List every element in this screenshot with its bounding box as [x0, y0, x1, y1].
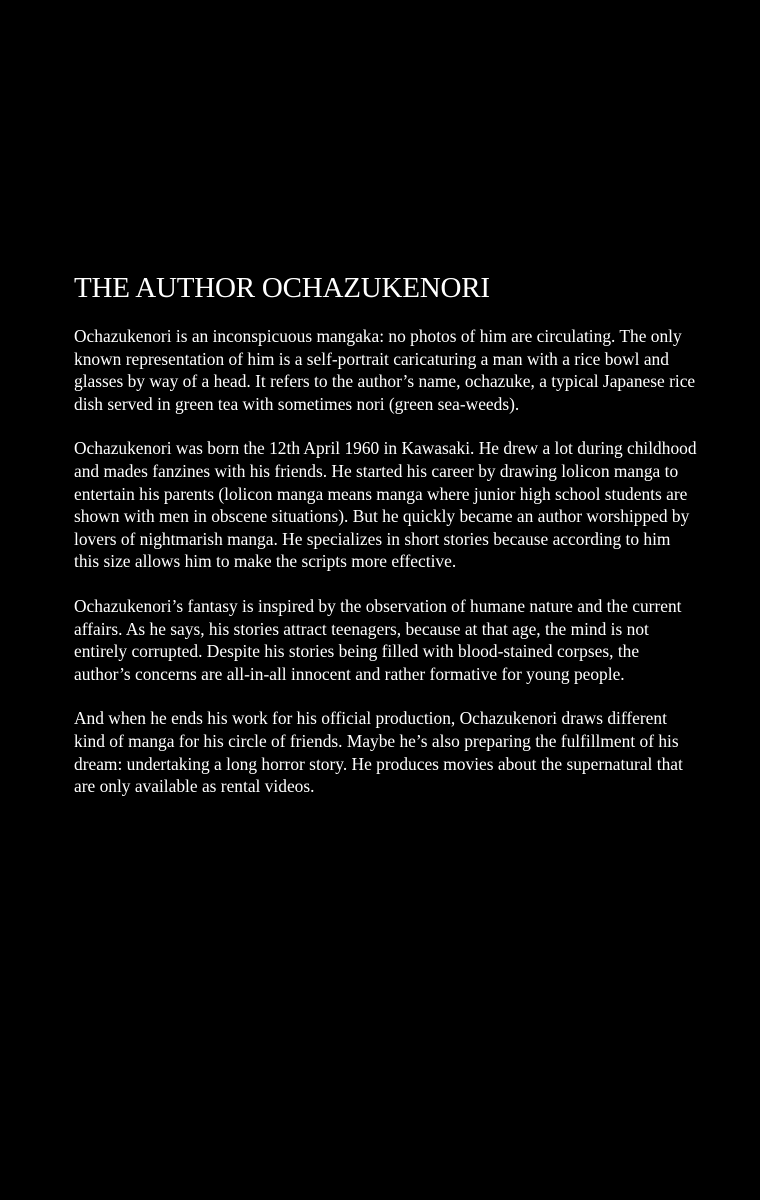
- article-title: THE AUTHOR OCHAZUKENORI: [74, 272, 490, 304]
- paragraph-other-work: And when he ends his work for his official production, Ochazukenori draws different kind of manga for his circle of friends. Maybe he’s also preparing the fulfillment of his dream: undertaking a long horror story. He produces movies about the supernatural that are only available as rental videos.: [74, 708, 683, 797]
- paragraph-inspiration: Ochazukenori’s fantasy is inspired by the observation of humane nature and the current affairs. As he says, his stories attract teenagers, because at that age, the mind is not entirely corrupted. Despite his stories being filled with blood-stained corpses, the author’s concerns are all-in-all innocent and rather formative for young people.: [74, 595, 682, 684]
- paragraph-author-intro: Ochazukenori is an inconspicuous mangaka: no photos of him are circulating. The only known representation of him is a self-portrait caricaturing a man with a rice bowl and glasses by way of a head. It refers to the author’s name, ochazuke, a typical Japanese rice dish served in green tea with sometimes nori (green sea-weeds).: [74, 326, 696, 414]
- article: [74, 270, 699, 820]
- paragraph-biography: Ochazukenori was born the 12th April 1960 in Kawasaki. He drew a lot during childhood and mades fanzines with his friends. He started his career by drawing lolicon manga to entertain his parents (lolicon manga means manga where junior high school students are shown with men in obscene situations). But he quickly became an author worshipped by lovers of nightmarish manga. He specializes in short stories because according to him this size allows him to make the scripts more effective.: [74, 438, 697, 572]
